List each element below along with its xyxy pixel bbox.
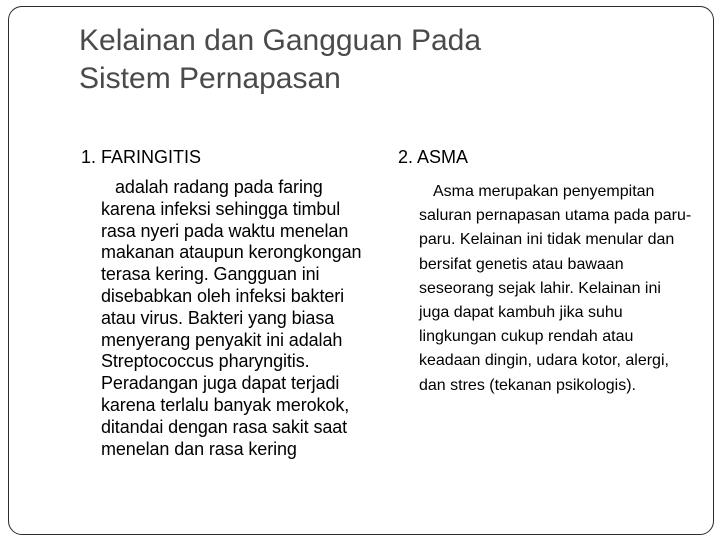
- asma-heading: 2. ASMA: [398, 147, 469, 167]
- faringitis-column: [101, 177, 376, 539]
- asma-text: Asma merupakan penyempitan saluran pernapasan utama pada paru-paru. Kelainan ini tidak menular dan bersifat genetis atau bawaan seseorang sejak lahir. Kelainan ini juga dapat kambuh jika suhu lingkungan cukup rendah atau keadaan dingin, udara kotor, alergi, dan stres (tekanan psikologis).: [419, 183, 692, 394]
- slide-title: Kelainan dan Gangguan Pada Sistem Pernapasan: [79, 24, 482, 95]
- asma-column: [419, 180, 694, 398]
- faringitis-text: adalah radang pada faring karena infeksi sehingga timbul rasa nyeri pada waktu menelan makanan ataupun kerongkongan terasa kering. Gangguan ini disebabkan oleh infeksi bakteri atau virus. Bakteri yang biasa menyerang penyakit ini adalah Streptococcus pharyngitis. Peradangan juga dapat terjadi karena terlalu banyak merokok, ditandai dengan rasa sakit saat menelan dan rasa kering: [101, 177, 362, 459]
- faringitis-heading: 1. FARINGITIS: [81, 147, 202, 167]
